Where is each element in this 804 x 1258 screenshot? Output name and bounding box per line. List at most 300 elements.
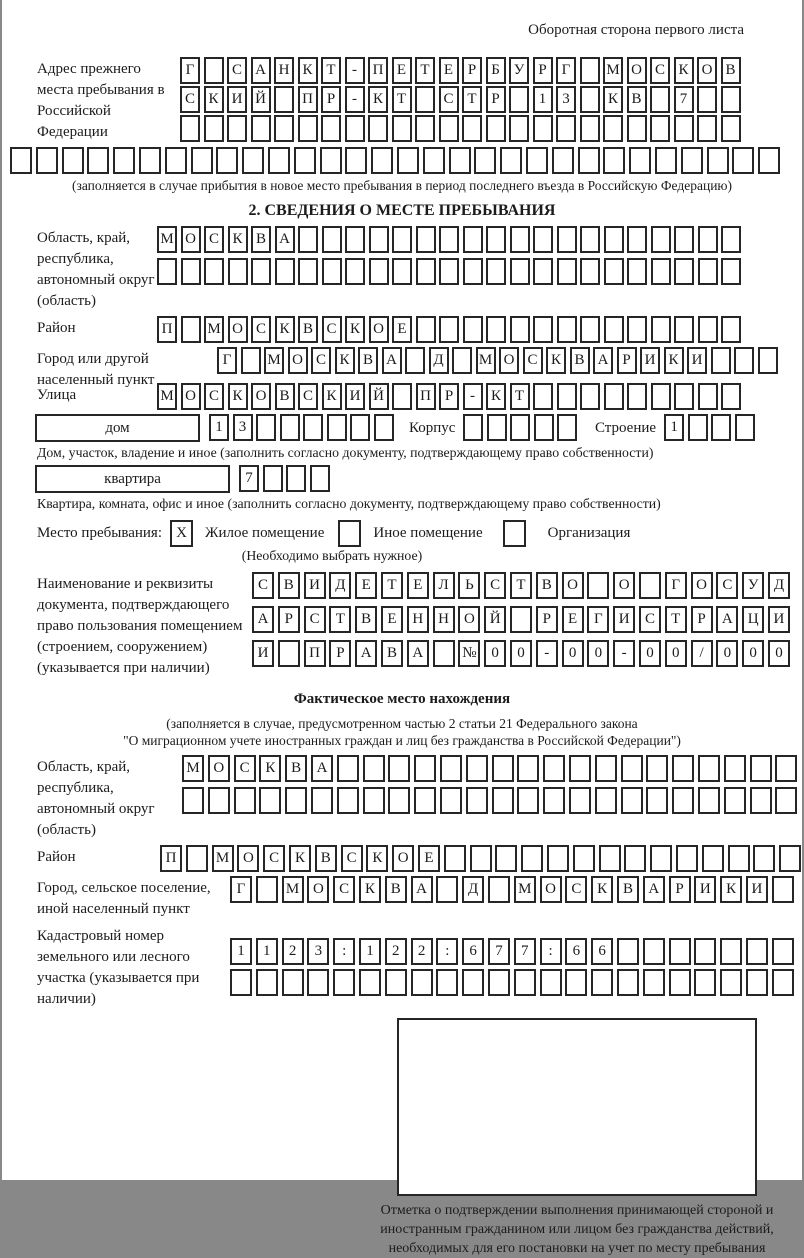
char-cell: П [298,86,318,113]
char-cell [569,755,591,782]
char-cell: М [182,755,204,782]
char-cell: Т [510,383,530,410]
char-cell [359,969,381,996]
char-cell [345,147,367,174]
char-cell [345,226,365,253]
char-cell: С [251,316,271,343]
region-row-1 [157,226,745,253]
char-cell [547,845,569,872]
char-cell [604,226,624,253]
char-cell [533,383,553,410]
char-cell [750,787,772,814]
char-cell: К [603,86,623,113]
char-cell: М [603,57,623,84]
char-cell: Б [486,57,506,84]
char-cell [734,347,754,374]
char-cell: В [358,347,378,374]
char-cell [337,755,359,782]
char-cell: Ц [742,606,764,633]
char-cell [711,347,731,374]
char-cell [337,787,359,814]
char-cell: 1 [359,938,381,965]
char-cell [565,969,587,996]
char-cell [439,115,459,142]
char-cell [533,226,553,253]
char-cell [62,147,84,174]
char-cell: 7 [674,86,694,113]
char-cell [526,147,548,174]
char-cell: О [697,57,717,84]
char-cell: Р [462,57,482,84]
char-cell: С [439,86,459,113]
char-cell [415,115,435,142]
char-cell: 2 [385,938,407,965]
char-cell [350,414,370,441]
char-cell [414,755,436,782]
char-cell: С [716,572,738,599]
char-cell [278,640,300,667]
char-cell: С [322,316,342,343]
char-cell: Г [556,57,576,84]
char-cell: К [591,876,613,903]
char-cell: Р [329,640,351,667]
char-cell: К [322,383,342,410]
char-cell [669,969,691,996]
char-cell: 0 [562,640,584,667]
char-cell [604,316,624,343]
char-cell [488,969,510,996]
char-cell: М [157,226,177,253]
char-cell: К [259,755,281,782]
char-cell: Л [433,572,455,599]
char-cell [462,115,482,142]
char-cell [533,316,553,343]
char-cell [322,258,342,285]
char-cell: К [359,876,381,903]
char-cell [698,755,720,782]
cadastre-row-1 [230,938,798,965]
char-cell: П [416,383,436,410]
char-cell [514,969,536,996]
char-cell: О [288,347,308,374]
char-cell [320,147,342,174]
char-cell [569,787,591,814]
char-cell: Е [381,606,403,633]
char-cell: А [407,640,429,667]
char-cell [486,115,506,142]
char-cell: В [285,755,307,782]
char-cell: Р [533,57,553,84]
char-cell: С [252,572,274,599]
char-cell [449,147,471,174]
char-cell: 1 [533,86,553,113]
char-cell [674,383,694,410]
char-cell: С [565,876,587,903]
char-cell [721,115,741,142]
stamp-box [397,1018,757,1196]
char-cell: О [458,606,480,633]
char-cell: И [694,876,716,903]
char-cell [186,845,208,872]
char-cell [655,147,677,174]
char-cell [307,969,329,996]
stay-type-label: Место пребывания: [37,525,162,541]
char-cell: 7 [239,465,259,492]
char-cell: У [742,572,764,599]
char-cell [470,845,492,872]
city-row [217,347,781,374]
char-cell: - [613,640,635,667]
char-cell: Е [392,316,412,343]
char-cell: О [613,572,635,599]
char-cell: С [234,755,256,782]
char-cell [543,755,565,782]
page-note: Оборотная сторона первого листа [528,22,744,38]
char-cell: В [251,226,271,253]
char-cell: П [157,316,177,343]
char-cell: 0 [587,640,609,667]
char-cell: Й [251,86,271,113]
char-cell [557,383,577,410]
char-cell [242,147,264,174]
char-cell [280,414,300,441]
char-cell [311,787,333,814]
district-label: Район [37,320,76,336]
char-cell [557,414,577,441]
apartment-caption: Квартира, комната, офис и иное (заполнить согласно документу, подтверждающему право собственности) [37,496,661,511]
char-cell: И [304,572,326,599]
char-cell [604,383,624,410]
char-cell: К [335,347,355,374]
char-cell [651,383,671,410]
char-cell [627,226,647,253]
char-cell: Н [407,606,429,633]
char-cell: И [640,347,660,374]
char-cell: В [355,606,377,633]
char-cell [603,147,625,174]
char-cell: К [720,876,742,903]
house-cells [209,414,397,441]
char-cell [533,258,553,285]
char-cell [580,383,600,410]
char-cell [557,226,577,253]
char-cell [363,787,385,814]
char-cell: К [368,86,388,113]
char-cell: А [643,876,665,903]
char-cell [772,969,794,996]
char-cell: П [160,845,182,872]
char-cell: В [385,876,407,903]
char-cell: О [208,755,230,782]
char-cell [327,414,347,441]
char-cell [674,115,694,142]
char-cell [672,787,694,814]
char-cell [495,845,517,872]
char-cell [595,755,617,782]
char-cell [181,316,201,343]
char-cell: У [509,57,529,84]
char-cell: 0 [665,640,687,667]
char-cell [758,147,780,174]
char-cell [772,876,794,903]
char-cell [694,969,716,996]
cadastre-label: Кадастровый номер земельного или лесного участка (указывается при наличии) [37,928,200,1007]
char-cell: Р [321,86,341,113]
char-cell [436,876,458,903]
char-cell: 7 [514,938,536,965]
char-cell [669,938,691,965]
char-cell: К [664,347,684,374]
char-cell [573,845,595,872]
char-cell [87,147,109,174]
char-cell: Е [407,572,429,599]
char-cell [274,86,294,113]
char-cell [392,226,412,253]
char-cell [521,845,543,872]
char-cell [216,147,238,174]
char-cell [466,755,488,782]
char-cell [392,115,412,142]
char-cell [721,226,741,253]
char-cell [369,258,389,285]
prev-address-row-2 [180,86,744,113]
char-cell [463,414,483,441]
stroenie-label: Строение [594,420,657,436]
char-cell [510,606,532,633]
char-cell [674,316,694,343]
char-cell [724,755,746,782]
cadastre-row-2 [230,969,798,996]
char-cell: К [345,316,365,343]
char-cell [735,414,755,441]
char-cell [440,755,462,782]
char-cell [487,414,507,441]
char-cell: 0 [768,640,790,667]
char-cell [227,115,247,142]
char-cell: Й [369,383,389,410]
char-cell: Ь [458,572,480,599]
actual-district-row [160,845,804,872]
char-cell [681,147,703,174]
char-cell [474,147,496,174]
char-cell [416,226,436,253]
char-cell [263,465,283,492]
char-cell [617,938,639,965]
char-cell: / [691,640,713,667]
char-cell: К [275,316,295,343]
document-label: Наименование и реквизиты документа, подтверждающего право пользования помещением (строением, сооружением) (указывается при наличии) [37,576,243,676]
char-cell [627,316,647,343]
stay-type-checkbox-zhiloe: X [170,520,193,547]
char-cell [298,115,318,142]
char-cell [416,316,436,343]
char-cell: Р [486,86,506,113]
char-cell [510,226,530,253]
char-cell [510,258,530,285]
char-cell: М [264,347,284,374]
char-cell: 1 [230,938,252,965]
char-cell [274,115,294,142]
char-cell: Й [484,606,506,633]
char-cell [540,969,562,996]
char-cell [627,115,647,142]
char-cell [694,938,716,965]
char-cell: Д [462,876,484,903]
char-cell [651,316,671,343]
char-cell [256,414,276,441]
char-cell [779,845,801,872]
char-cell [629,147,651,174]
char-cell: Р [278,606,300,633]
house-caption: Дом, участок, владение и иное (заполнить согласно документу, подтверждающему право собственности) [37,445,654,460]
char-cell: С [180,86,200,113]
actual-caption-line1: (заполняется в случае, предусмотренном частью 2 статьи 21 Федерального закона [166,716,638,731]
char-cell: О [627,57,647,84]
char-cell: А [252,606,274,633]
actual-region-row-1 [182,755,801,782]
char-cell: О [181,226,201,253]
char-cell: К [366,845,388,872]
actual-district-label: Район [37,849,76,865]
char-cell [259,787,281,814]
region-label: Область, край, республика, автономный округ (область) [37,230,155,309]
char-cell [646,755,668,782]
char-cell [646,787,668,814]
char-cell [510,316,530,343]
char-cell [580,57,600,84]
char-cell [621,787,643,814]
stay-type-checkbox-org [503,520,526,547]
char-cell [707,147,729,174]
char-cell [753,845,775,872]
char-cell: О [181,383,201,410]
char-cell: Г [587,606,609,633]
char-cell [298,258,318,285]
char-cell [345,258,365,285]
char-cell [165,147,187,174]
char-cell: 0 [716,640,738,667]
char-cell [462,969,484,996]
char-cell: К [289,845,311,872]
char-cell: Т [510,572,532,599]
prev-address-label: Адрес прежнего места пребывания в Российской Федерации [37,61,165,140]
char-cell: В [570,347,590,374]
region-row-2 [157,258,745,285]
char-cell [10,147,32,174]
char-cell: 3 [307,938,329,965]
char-cell [463,226,483,253]
char-cell [650,86,670,113]
char-cell: 2 [411,938,433,965]
char-cell [580,226,600,253]
char-cell: 3 [233,414,253,441]
char-cell [621,755,643,782]
char-cell [578,147,600,174]
char-cell [650,115,670,142]
char-cell: Е [392,57,412,84]
char-cell: - [345,86,365,113]
char-cell [509,86,529,113]
char-cell [303,414,323,441]
char-cell: : [436,938,458,965]
char-cell [466,787,488,814]
char-cell: И [768,606,790,633]
char-cell [617,969,639,996]
char-cell: А [251,57,271,84]
char-cell [345,115,365,142]
char-cell: С [311,347,331,374]
char-cell: : [540,938,562,965]
char-cell: 6 [565,938,587,965]
char-cell [310,465,330,492]
char-cell [775,787,797,814]
char-cell [486,258,506,285]
char-cell [509,115,529,142]
char-cell: : [333,938,355,965]
prev-address-row-4 [10,147,802,174]
char-cell: 0 [742,640,764,667]
char-cell [721,383,741,410]
char-cell: О [691,572,713,599]
char-cell [282,969,304,996]
char-cell [157,258,177,285]
char-cell [208,787,230,814]
char-cell: 1 [664,414,684,441]
char-cell: В [278,572,300,599]
stay-type-option-zhiloe: Жилое помещение [205,524,325,541]
char-cell [534,414,554,441]
char-cell [492,755,514,782]
korpus-cells [463,414,581,441]
section2-title: 2. СВЕДЕНИЯ О МЕСТЕ ПРЕБЫВАНИЯ [248,202,556,219]
char-cell [720,969,742,996]
char-cell: И [345,383,365,410]
char-cell [333,969,355,996]
char-cell [321,115,341,142]
form-page [2,0,802,1256]
char-cell [517,755,539,782]
char-cell: Т [321,57,341,84]
char-cell: В [298,316,318,343]
char-cell [643,938,665,965]
char-cell: В [721,57,741,84]
char-cell [688,414,708,441]
char-cell [627,258,647,285]
char-cell [650,845,672,872]
stay-type-option-inoe: Иное помещение [373,524,483,541]
char-cell: С [204,383,224,410]
char-cell: Д [768,572,790,599]
char-cell [651,226,671,253]
char-cell [698,787,720,814]
char-cell: Е [355,572,377,599]
char-cell [697,115,717,142]
char-cell: Р [439,383,459,410]
char-cell [36,147,58,174]
char-cell [746,938,768,965]
char-cell [444,845,466,872]
char-cell: И [687,347,707,374]
actual-city-row [230,876,798,903]
char-cell [228,258,248,285]
char-cell [204,258,224,285]
char-cell: 0 [510,640,532,667]
char-cell [463,316,483,343]
char-cell [746,969,768,996]
char-cell: Т [462,86,482,113]
char-cell [580,258,600,285]
char-cell: П [304,640,326,667]
